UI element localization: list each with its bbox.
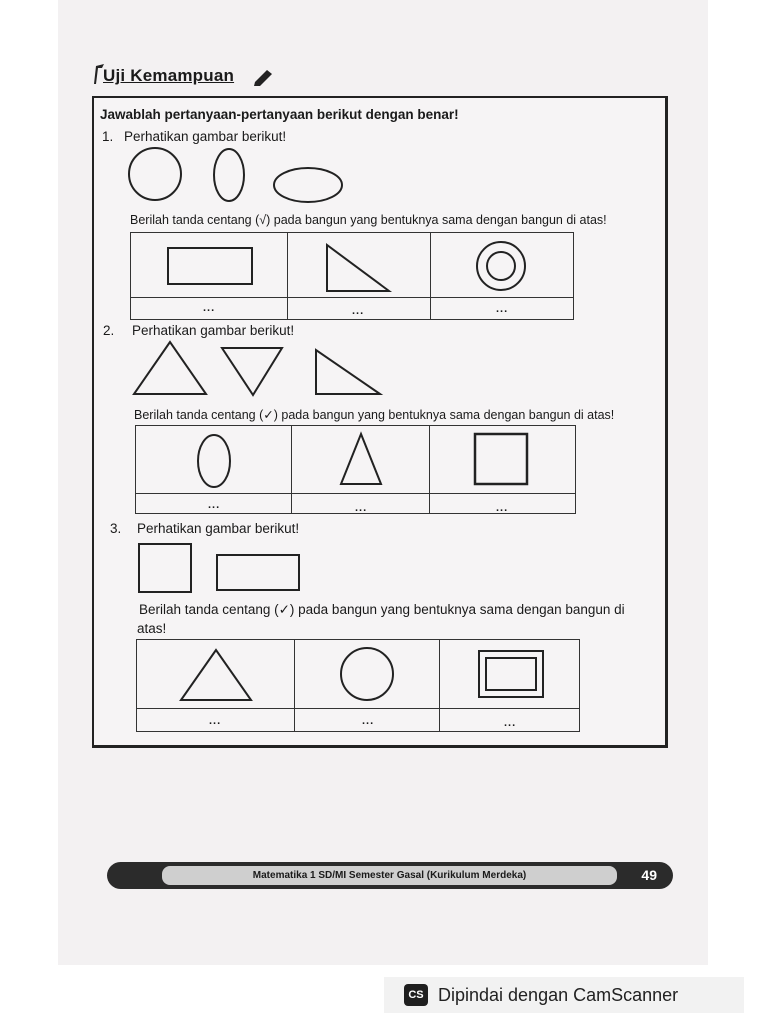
- right-triangle-shape: [327, 245, 389, 291]
- rectangle-shape: [217, 555, 299, 590]
- ellipse-shape: [198, 435, 230, 487]
- triangle-shape: [181, 650, 251, 700]
- inner-circle-shape: [487, 252, 515, 280]
- inner-rectangle-shape: [486, 658, 536, 690]
- answer-blank[interactable]: ...: [496, 303, 509, 315]
- question-3-answer-table: [136, 639, 580, 732]
- camscanner-text: Dipindai dengan CamScanner: [438, 984, 679, 1005]
- triangle-shape: [341, 434, 381, 484]
- question-3-task-continued: atas!: [137, 621, 167, 636]
- question-2-prompt: Perhatikan gambar berikut!: [132, 323, 295, 338]
- camscanner-watermark: [384, 977, 744, 1013]
- pen-icon: [253, 66, 275, 86]
- answer-blank[interactable]: ...: [352, 305, 365, 317]
- question-2-answer-table: [135, 425, 576, 514]
- circle-shape: [341, 648, 393, 700]
- book-title: Matematika 1 SD/MI Semester Gasal (Kurikulum Merdeka): [162, 866, 617, 885]
- answer-blank[interactable]: ...: [504, 717, 517, 729]
- question-1-task: Berilah tanda centang (√) pada bangun yang bentuknya sama dengan bangun di atas!: [130, 213, 607, 227]
- answer-blank[interactable]: ...: [496, 502, 509, 514]
- answer-blank[interactable]: ...: [362, 715, 375, 727]
- page-number: 49: [641, 867, 657, 883]
- question-1-given-shapes: [127, 148, 347, 204]
- question-2-task: Berilah tanda centang (✓) pada bangun yang bentuknya sama dengan bangun di atas!: [134, 408, 615, 422]
- page-footer: [107, 862, 673, 889]
- triangle-up-shape: [134, 342, 206, 394]
- question-3-task: Berilah tanda centang (✓) pada bangun yang bentuknya sama dengan bangun di: [139, 602, 625, 617]
- triangle-down-shape: [222, 348, 282, 395]
- answer-blank[interactable]: ...: [203, 302, 216, 314]
- question-1-prompt: Perhatikan gambar berikut!: [124, 129, 287, 144]
- right-triangle-shape: [316, 350, 380, 394]
- instruction: Jawablah pertanyaan-pertanyaan berikut dengan benar!: [100, 107, 459, 122]
- rectangle-shape: [168, 248, 252, 284]
- question-1-number: 1.: [102, 129, 114, 144]
- tall-ellipse-shape: [214, 149, 244, 201]
- answer-blank[interactable]: ...: [355, 502, 368, 514]
- circle-shape: [129, 148, 181, 200]
- wide-ellipse-shape: [274, 168, 342, 202]
- answer-blank[interactable]: ...: [209, 715, 222, 727]
- outer-circle-shape: [477, 242, 525, 290]
- square-shape: [139, 544, 191, 592]
- question-3-prompt: Perhatikan gambar berikut!: [137, 521, 300, 536]
- square-shape: [475, 434, 527, 484]
- question-2-given-shapes: [132, 340, 384, 398]
- question-2-number: 2.: [103, 323, 115, 338]
- question-3-given-shapes: [137, 542, 303, 594]
- camscanner-logo-icon: CS: [404, 984, 428, 1006]
- question-1-answer-table: [130, 232, 574, 320]
- section-title: Uji Kemampuan: [103, 66, 235, 85]
- question-3-number: 3.: [110, 521, 122, 536]
- answer-blank[interactable]: ...: [208, 499, 221, 511]
